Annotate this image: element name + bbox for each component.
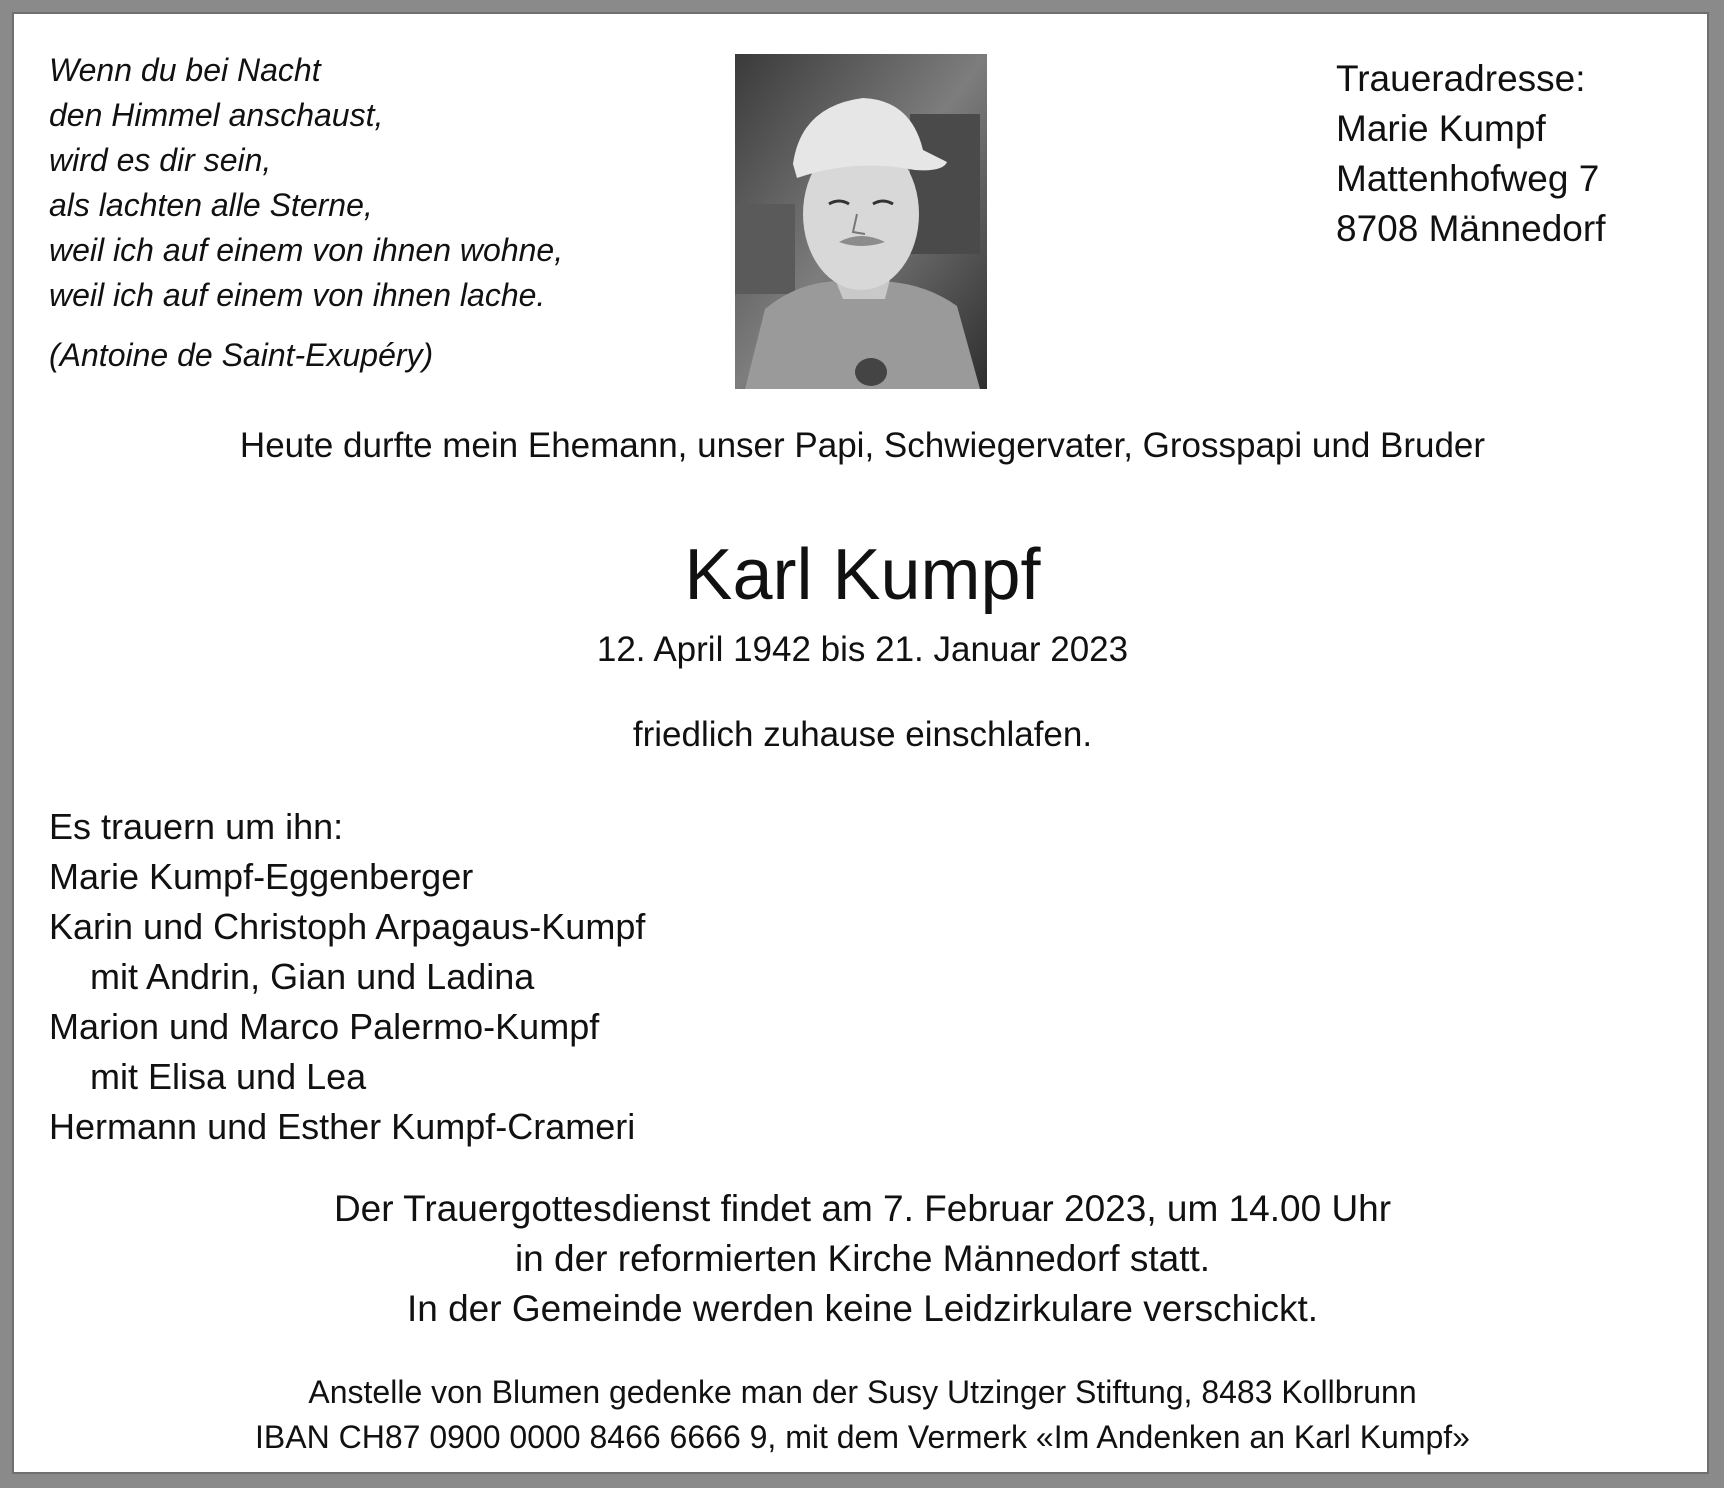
- poem-line: den Himmel anschaust,: [49, 97, 384, 133]
- mourner-line: Marie Kumpf-Eggenberger: [49, 856, 474, 897]
- poem: [49, 48, 563, 318]
- mourners-heading: Es trauern um ihn:: [49, 806, 344, 847]
- mourners-list: [49, 802, 645, 1152]
- mourner-line: mit Andrin, Gian und Ladina: [90, 956, 535, 997]
- donation-line: Anstelle von Blumen gedenke man der Susy Utzinger Stiftung, 8483 Kollbrunn: [308, 1374, 1417, 1410]
- address-line: 8708 Männedorf: [1336, 208, 1606, 249]
- mourner-line: Karin und Christoph Arpagaus-Kumpf: [49, 906, 646, 947]
- mourner-line: mit Elisa und Lea: [90, 1056, 367, 1097]
- poem-line: als lachten alle Sterne,: [49, 187, 373, 223]
- donation-info: [14, 1370, 1711, 1460]
- life-dates: 12. April 1942 bis 21. Januar 2023: [596, 630, 1129, 669]
- poem-line: Wenn du bei Nacht: [49, 52, 321, 88]
- service-line: Der Trauergottesdienst findet am 7. Februar 2023, um 14.00 Uhr: [333, 1188, 1392, 1229]
- mourner-line: Marion und Marco Palermo-Kumpf: [49, 1006, 600, 1047]
- address-line: Mattenhofweg 7: [1336, 158, 1600, 199]
- service-line: in der reformierten Kirche Männedorf statt.: [514, 1238, 1211, 1279]
- poem-line: weil ich auf einem von ihnen lache.: [49, 277, 546, 313]
- address-line: Marie Kumpf: [1336, 108, 1546, 149]
- mourner-line: Hermann und Esther Kumpf-Crameri: [49, 1106, 636, 1147]
- portrait-illustration: [735, 54, 987, 389]
- poem-line: weil ich auf einem von ihnen wohne,: [49, 232, 564, 268]
- announcement-intro: Heute durfte mein Ehemann, unser Papi, Schwiegervater, Grosspapi und Bruder: [239, 426, 1486, 465]
- announcement-phrase: friedlich zuhause einschlafen.: [632, 715, 1093, 754]
- obituary-page: [12, 12, 1709, 1474]
- deceased-name: Karl Kumpf: [684, 535, 1041, 615]
- service-info: [14, 1184, 1711, 1334]
- address-line: Traueradresse:: [1336, 58, 1586, 99]
- portrait-photo: [735, 54, 987, 389]
- poem-attribution: (Antoine de Saint-Exupéry): [49, 337, 434, 373]
- service-line: In der Gemeinde werden keine Leidzirkulare verschickt.: [406, 1288, 1319, 1329]
- mourning-address: [1336, 54, 1605, 254]
- donation-line: IBAN CH87 0900 0000 8466 6666 9, mit dem Vermerk «Im Andenken an Karl Kumpf»: [255, 1419, 1470, 1455]
- poem-line: wird es dir sein,: [49, 142, 272, 178]
